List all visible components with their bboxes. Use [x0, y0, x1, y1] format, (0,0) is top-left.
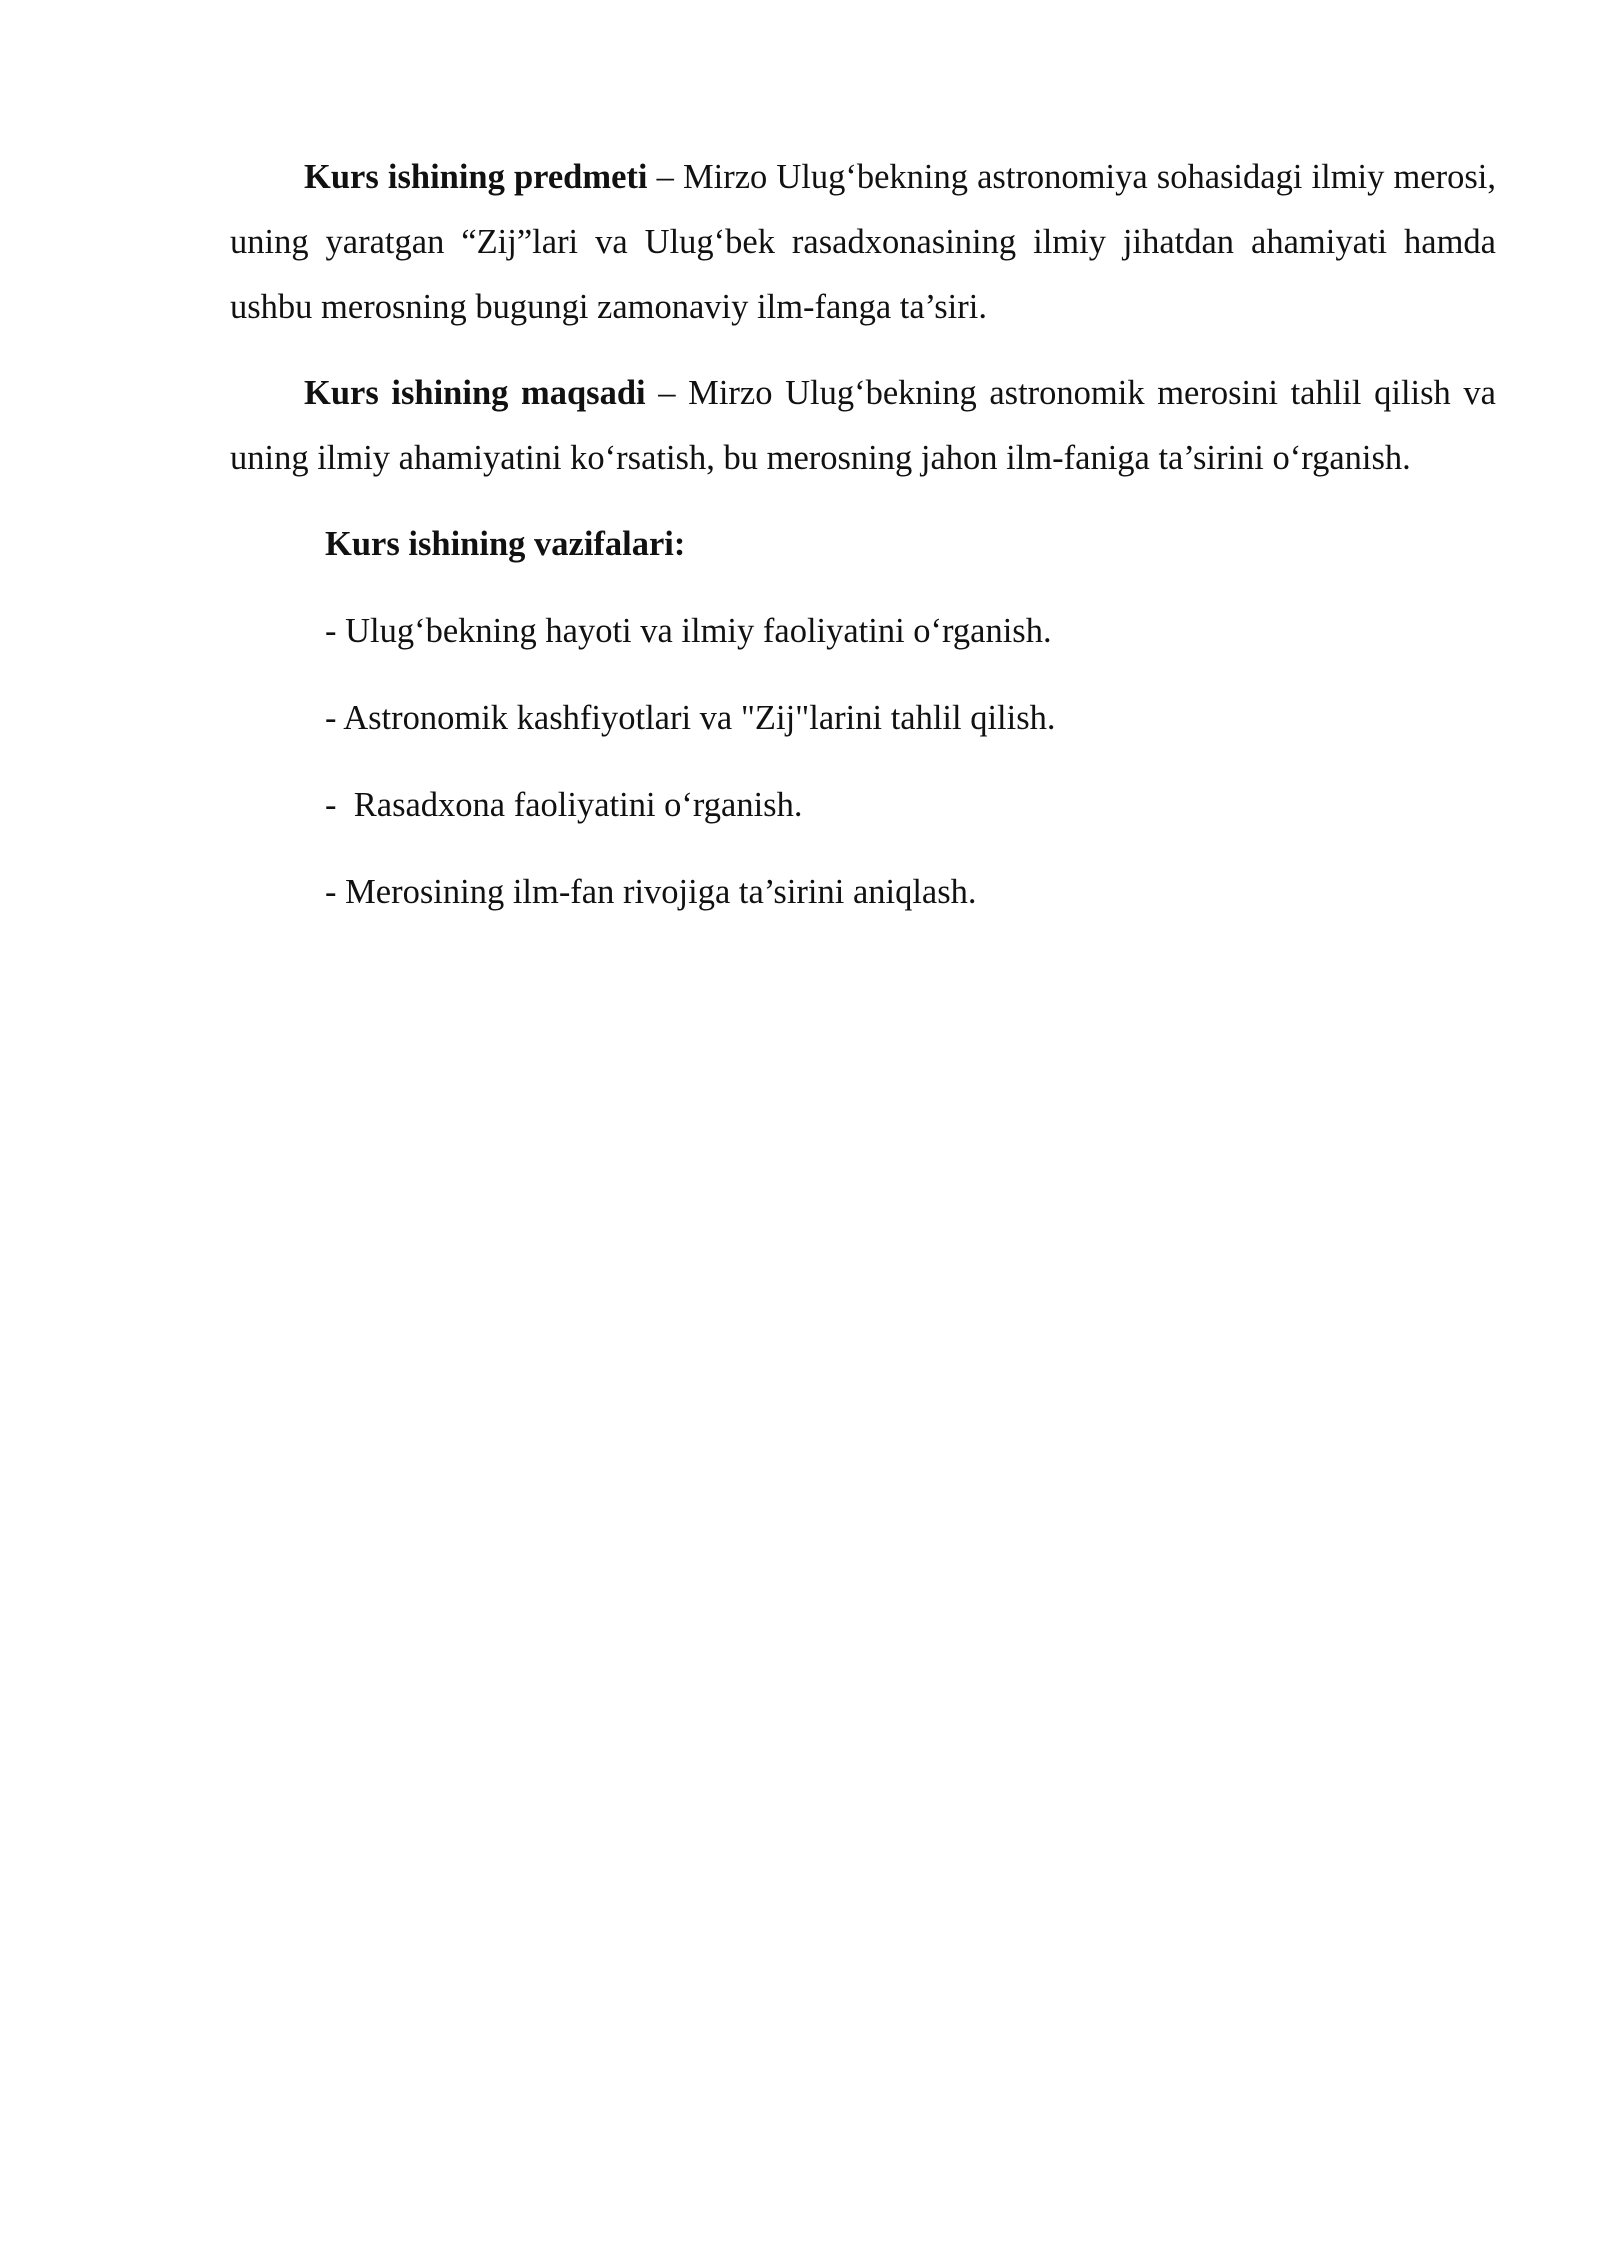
task-item: - Merosining ilm-fan rivojiga ta’sirini aniqlash. [325, 873, 977, 911]
subject-paragraph [230, 145, 1496, 340]
subject-text: – Mirzo Ulug‘bekning astronomiya sohasidagi ilmiy merosi, uning yaratgan “Zij”lari va Ulug‘bek rasadxonasining ilmiy jihatdan ahamiyati hamda ushbu merosning bugungi zamonaviy ilm-fanga ta’siri. [230, 158, 1496, 326]
goal-paragraph [230, 361, 1496, 491]
document-body [230, 145, 1496, 947]
tasks-list [230, 599, 1496, 925]
task-item: - Rasadxona faoliyatini o‘rganish. [325, 786, 803, 824]
goal-lead: Kurs ishining maqsadi [304, 374, 646, 412]
tasks-heading: Kurs ishining vazifalari: [325, 525, 686, 563]
goal-text: – Mirzo Ulug‘bekning astronomik merosini tahlil qilish va uning ilmiy ahamiyatini ko‘rsatish, bu merosning jahon ilm-faniga ta’sirini o‘rganish. [230, 374, 1496, 477]
subject-lead: Kurs ishining predmeti [304, 158, 648, 196]
task-item: - Astronomik kashfiyotlari va "Zij"larini tahlil qilish. [325, 699, 1056, 737]
task-item: - Ulug‘bekning hayoti va ilmiy faoliyatini o‘rganish. [325, 612, 1052, 650]
